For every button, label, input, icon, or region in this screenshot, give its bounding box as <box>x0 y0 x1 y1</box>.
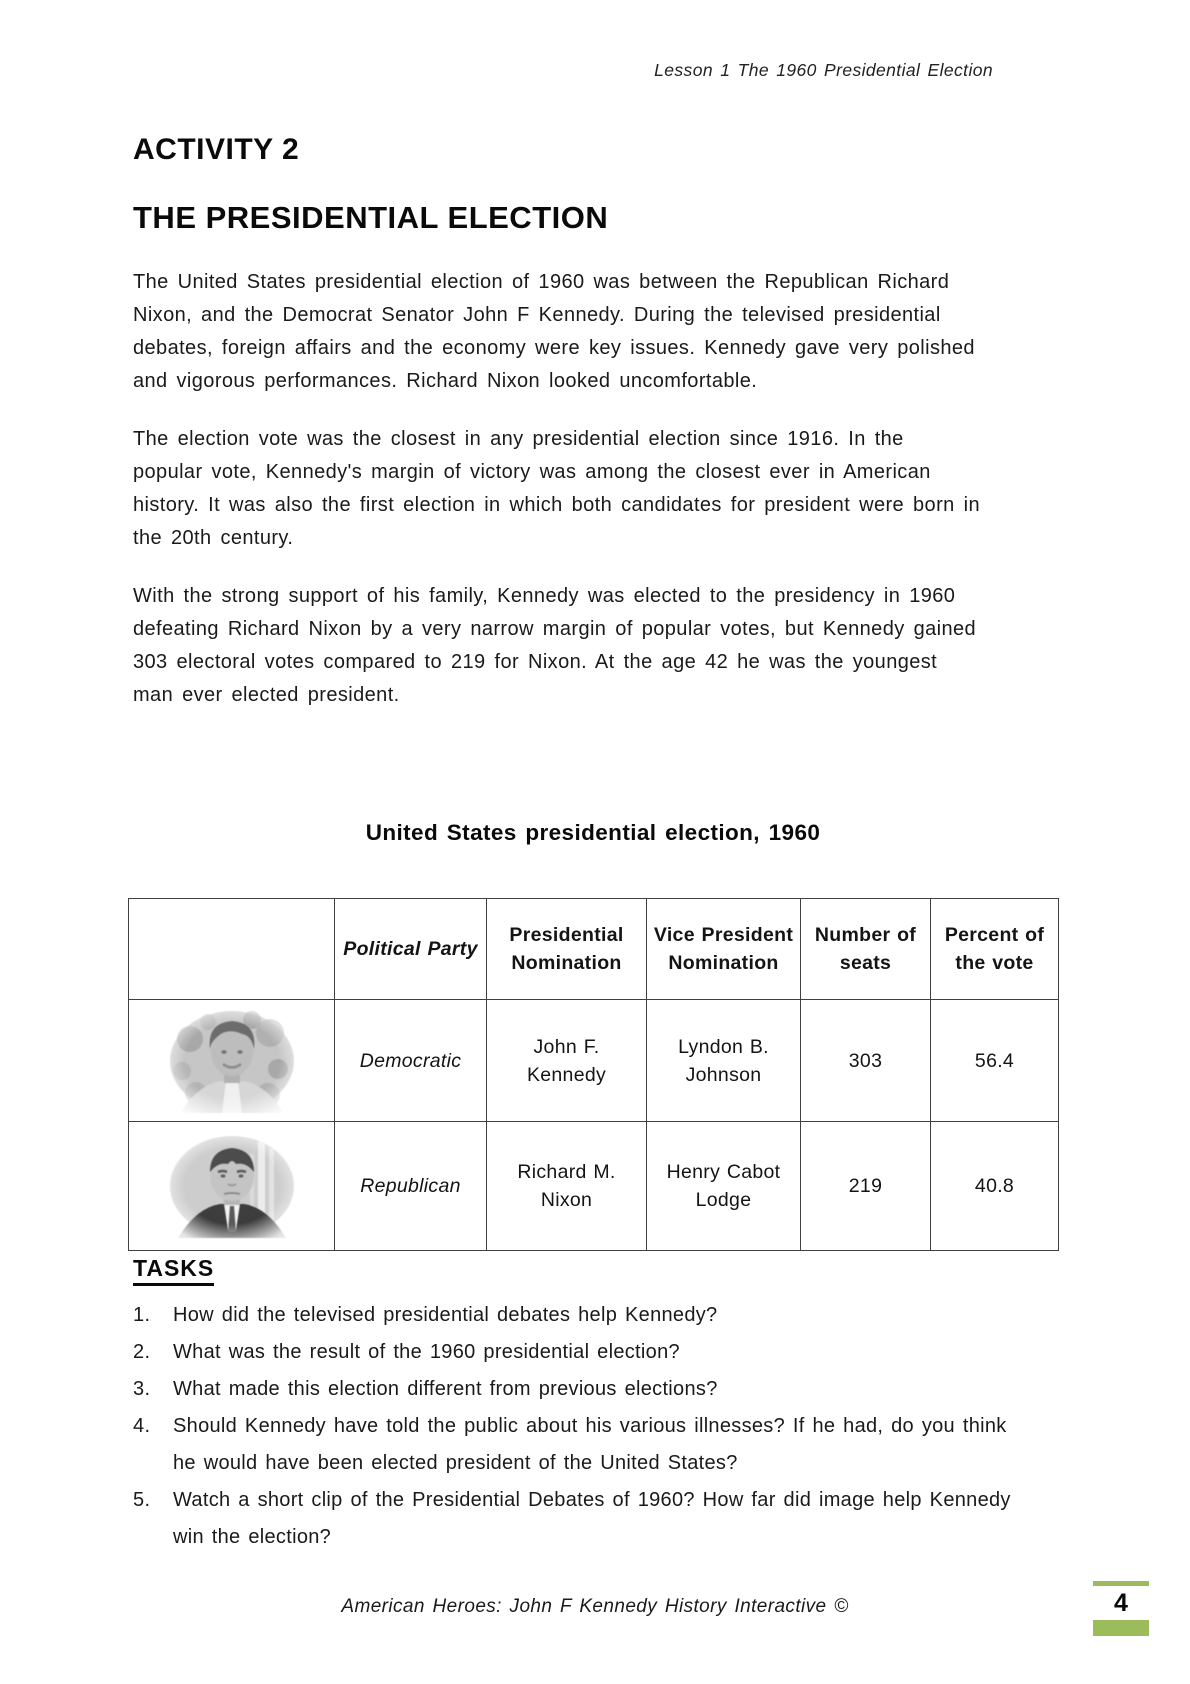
tasks-list <box>133 1297 1013 1556</box>
task-item-1: How did the televised presidential debates help Kennedy? <box>173 1304 718 1326</box>
header-cell-photo <box>129 899 335 1000</box>
header-cell-party: Political Party <box>335 899 487 1000</box>
cell-kennedy-photo <box>129 1000 335 1122</box>
table-header-row <box>129 899 1059 1000</box>
cell-percent: 56.4 <box>931 1000 1059 1122</box>
task-item-4: Should Kennedy have told the public about his various illnesses? If he had, do you think he would have been elected president of the United States? <box>173 1415 1007 1474</box>
paragraph-kennedy-elected: With the strong support of his family, Kennedy was elected to the presidency in 1960 defeating Richard Nixon by a very narrow margin of popular votes, but Kennedy gained 303 electoral votes compared to 219 for Nixon. At the age 42 he was the youngest man ever elected president. <box>133 585 977 706</box>
page-number: 4 <box>1114 1589 1128 1617</box>
cell-presidential-nominee: John F. Kennedy <box>487 1000 647 1122</box>
header-cell-presidential: Presidential Nomination <box>487 899 647 1000</box>
task-item-5: Watch a short clip of the Presidential Debates of 1960? How far did image help Kennedy win the election? <box>173 1489 1011 1548</box>
cell-percent: 40.8 <box>931 1122 1059 1251</box>
header-cell-seats: Number of seats <box>801 899 931 1000</box>
nixon-photo-graphic <box>166 1134 298 1238</box>
table-title: United States presidential election, 1960 <box>365 820 821 845</box>
cell-vice-president-nominee: Henry Cabot Lodge <box>647 1122 801 1251</box>
activity-label: ACTIVITY 2 <box>133 133 300 166</box>
kennedy-photo-graphic <box>166 1009 298 1113</box>
tasks-heading-text: TASKS <box>133 1255 214 1286</box>
nixon-portrait-photo <box>166 1134 298 1238</box>
page-number-block <box>1093 1581 1149 1636</box>
table-row-democratic <box>129 1000 1059 1122</box>
task-item-2: What was the result of the 1960 presidential election? <box>173 1341 680 1363</box>
header-cell-vice-president: Vice President Nomination <box>647 899 801 1000</box>
paragraph-closest-vote: The election vote was the closest in any presidential election since 1916. In the popular vote, Kennedy's margin of victory was among the closest ever in American history. It was also the first election in which both candidates for president were born in the 20th century. <box>133 428 980 549</box>
lesson-header: Lesson 1 The 1960 Presidential Election <box>654 60 993 80</box>
paragraph-election-overview: The United States presidential election of 1960 was between the Republican Richard Nixon, and the Democrat Senator John F Kennedy. During the televised presidential debates, foreign affairs and the economy were key issues. Kennedy gave very polished and vigorous performances. Richard Nixon looked uncomfortable. <box>133 271 975 392</box>
task-item-3: What made this election different from previous elections? <box>173 1378 718 1400</box>
header-cell-percent: Percent of the vote <box>931 899 1059 1000</box>
page-number-bottom-bar <box>1093 1620 1149 1636</box>
kennedy-portrait-photo <box>166 1009 298 1113</box>
footer-credit: American Heroes: John F Kennedy History Interactive © <box>341 1596 849 1617</box>
cell-seats: 303 <box>801 1000 931 1122</box>
tasks-heading <box>133 1255 214 1282</box>
cell-party: Republican <box>335 1122 487 1251</box>
election-results-table <box>128 898 1059 1251</box>
body-text <box>133 266 981 737</box>
cell-presidential-nominee: Richard M. Nixon <box>487 1122 647 1251</box>
cell-vice-president-nominee: Lyndon B. Johnson <box>647 1000 801 1122</box>
table-row-republican <box>129 1122 1059 1251</box>
cell-party: Democratic <box>335 1000 487 1122</box>
cell-nixon-photo <box>129 1122 335 1251</box>
cell-seats: 219 <box>801 1122 931 1251</box>
page-title: THE PRESIDENTIAL ELECTION <box>133 200 609 235</box>
